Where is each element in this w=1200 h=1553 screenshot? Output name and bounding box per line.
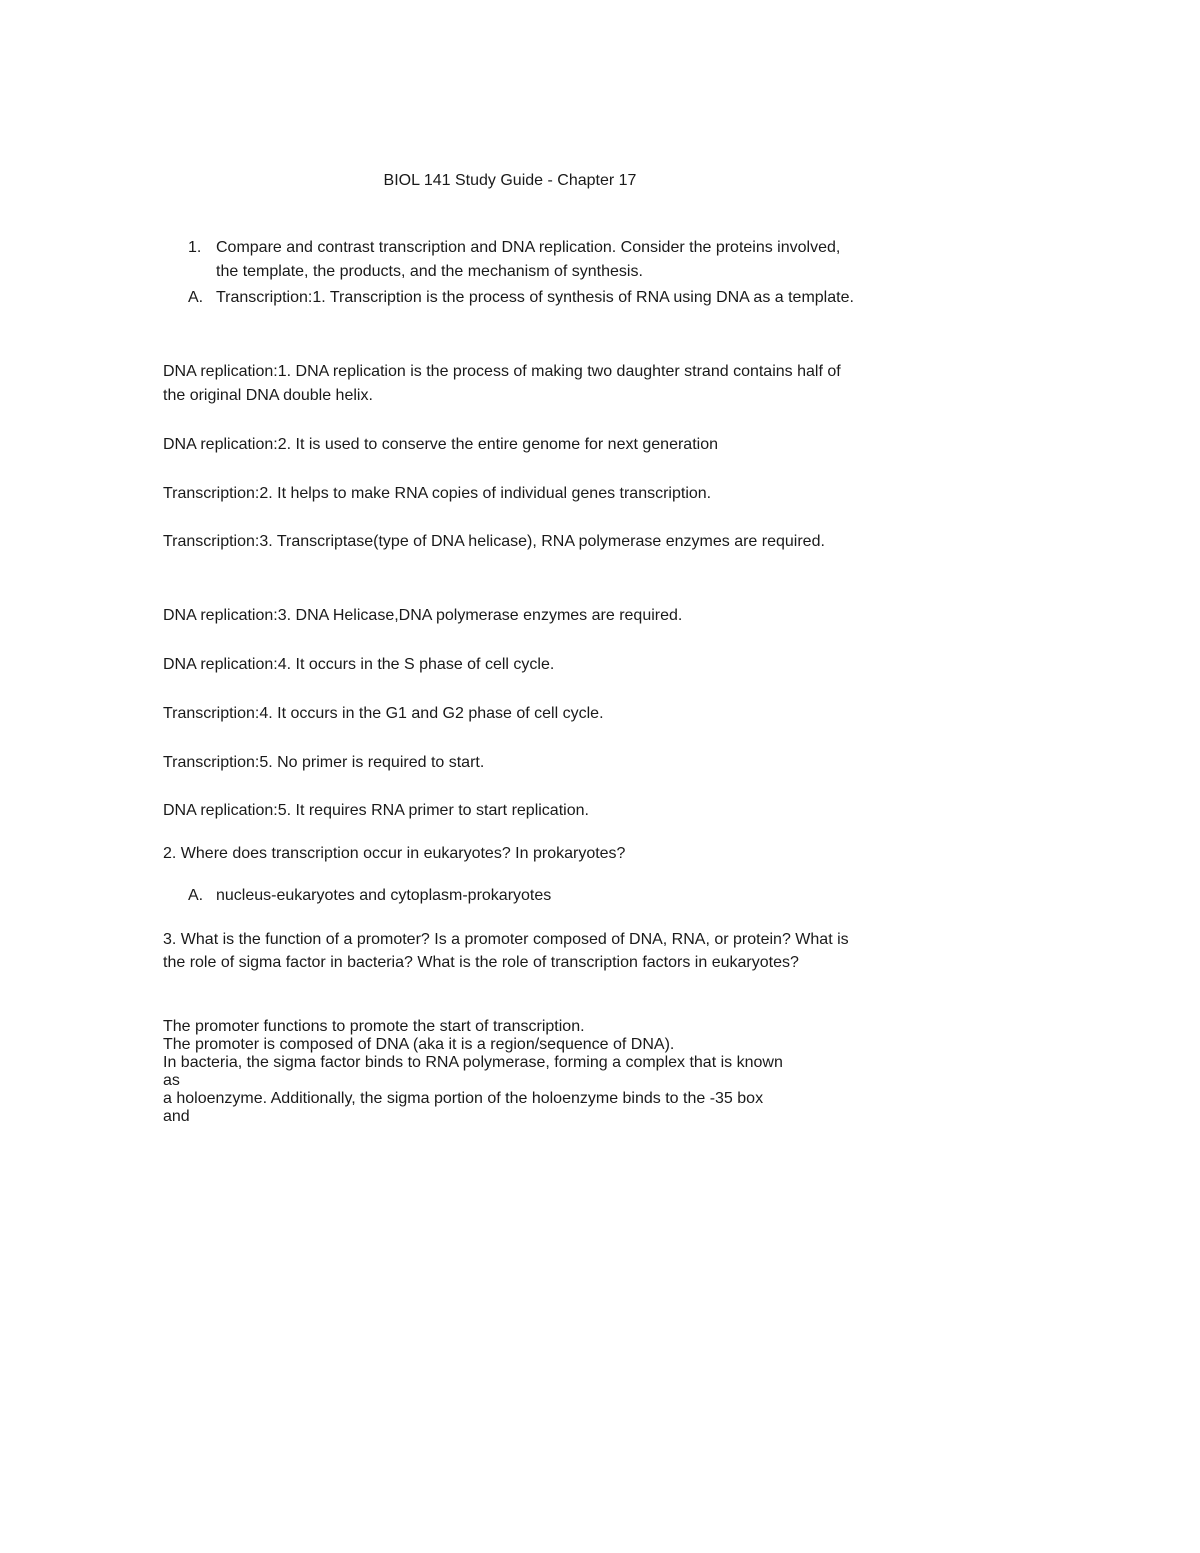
paragraph: DNA replication:1. DNA replication is the process of making two daughter strand contains half of the original DNA double helix. <box>163 363 841 404</box>
answer-3 <box>163 1018 883 1126</box>
answer-1 <box>188 286 858 310</box>
paragraph: Transcription:2. It helps to make RNA copies of individual genes transcription. <box>163 485 712 502</box>
answer-3-line: a holoenzyme. Additionally, the sigma portion of the holoenzyme binds to the -35 box <box>163 1090 764 1107</box>
list-marker: A. <box>188 887 204 904</box>
answer-2-text: nucleus-eukaryotes and cytoplasm-prokaryotes <box>216 887 552 904</box>
paragraph: DNA replication:2. It is used to conserve the entire genome for next generation <box>163 436 718 453</box>
answer-3-line: The promoter functions to promote the start of transcription. <box>163 1018 585 1035</box>
answer-2 <box>188 884 858 908</box>
document-title-text: BIOL 141 Study Guide - Chapter 17 <box>383 172 637 189</box>
question-1-text: Compare and contrast transcription and DNA replication. Consider the proteins involved, the template, the products, and the mechanism of synthesis. <box>216 239 841 280</box>
answer-1-text: Transcription:1. Transcription is the process of synthesis of RNA using DNA as a template. <box>216 289 854 306</box>
paragraph: Transcription:3. Transcriptase(type of DNA helicase), RNA polymerase enzymes are required. <box>163 533 825 550</box>
question-2: 2. Where does transcription occur in eukaryotes? In prokaryotes? <box>163 845 626 862</box>
answer-3-line: and <box>163 1108 190 1125</box>
paragraph: Transcription:4. It occurs in the G1 and G2 phase of cell cycle. <box>163 705 604 722</box>
paragraph: DNA replication:3. DNA Helicase,DNA polymerase enzymes are required. <box>163 607 683 624</box>
paragraph: DNA replication:5. It requires RNA primer to start replication. <box>163 802 589 819</box>
list-marker: A. <box>188 289 204 306</box>
list-marker: 1. <box>188 239 202 256</box>
paragraph: Transcription:5. No primer is required to start. <box>163 754 485 771</box>
question-3: 3. What is the function of a promoter? Is a promoter composed of DNA, RNA, or protein? What is the role of sigma factor in bacteria? What is the role of transcription factors in eukaryotes? <box>163 931 849 971</box>
answer-3-line: as <box>163 1072 180 1089</box>
document-title <box>0 172 1020 190</box>
answer-3-line: The promoter is composed of DNA (aka it is a region/sequence of DNA). <box>163 1036 675 1053</box>
paragraph: DNA replication:4. It occurs in the S phase of cell cycle. <box>163 656 555 673</box>
question-1 <box>188 236 858 284</box>
answer-3-line: In bacteria, the sigma factor binds to RNA polymerase, forming a complex that is known <box>163 1054 783 1071</box>
